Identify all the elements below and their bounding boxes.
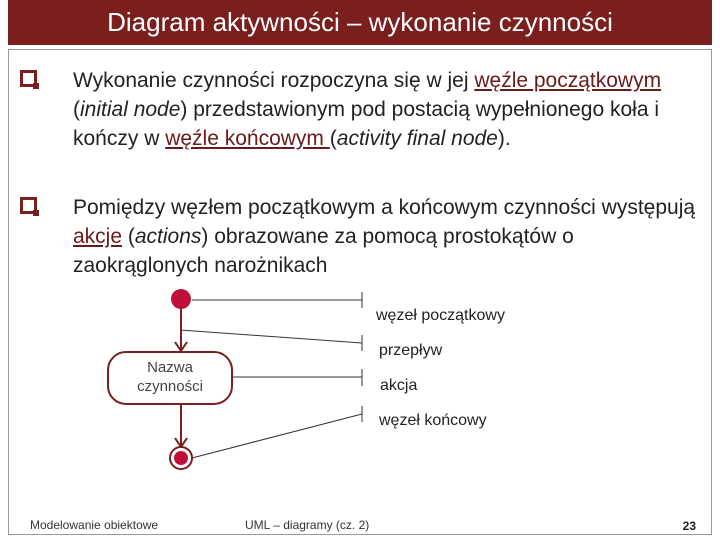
bullet-1-segment: rozpoczyna się w jej xyxy=(274,69,475,92)
bullet-1-segment: węźle końcowym xyxy=(165,127,330,150)
bullet-1-segment: initial node xyxy=(80,98,181,121)
slide-title: Diagram aktywności – wykonanie czynności xyxy=(8,0,712,45)
action-label xyxy=(108,358,232,396)
bullet-2-segment: ( xyxy=(122,225,135,248)
callout-line-flow xyxy=(180,330,362,343)
bullet-2-segment: actions xyxy=(134,225,202,248)
action-label-line2: czynności xyxy=(137,378,203,395)
callout-action-label: akcja xyxy=(380,377,418,394)
callout-flow-label: przepływ xyxy=(379,342,443,359)
bullet-1-segment: ( xyxy=(329,127,337,150)
bullet-1-segment: ) przedstawionym pod postacią wypełnionego koła i kończy w xyxy=(73,98,660,150)
action-label-line1: Nazwa xyxy=(147,359,193,376)
footer-course: Modelowanie obiektowe xyxy=(30,518,159,532)
page-number: 23 xyxy=(682,519,696,533)
bullet-1-segment: activity final node xyxy=(336,127,498,150)
bullet-1-segment: ). xyxy=(497,127,511,150)
callout-initial-label: węzeł początkowy xyxy=(376,307,505,324)
initial-node xyxy=(171,289,191,309)
bullet-1-segment: węźle początkowym xyxy=(474,69,662,92)
bullet-1-segment: Wykonanie czynności xyxy=(73,69,275,92)
bullet-1-segment: ( xyxy=(73,98,80,121)
callout-line-final xyxy=(192,414,362,458)
final-node-inner xyxy=(174,451,188,465)
bullet-2-segment: akcje xyxy=(73,225,123,248)
bullet-2-segment: ) obrazowane za pomocą prostokątów o zaokrąglonych narożnikach xyxy=(73,225,574,277)
bullet-2-segment: Pomiędzy węzłem początkowym a końcowym czynności występują xyxy=(73,196,696,219)
footer-topic: UML – diagramy (cz. 2) xyxy=(245,518,370,532)
callout-final-label: węzeł końcowy xyxy=(379,412,487,429)
